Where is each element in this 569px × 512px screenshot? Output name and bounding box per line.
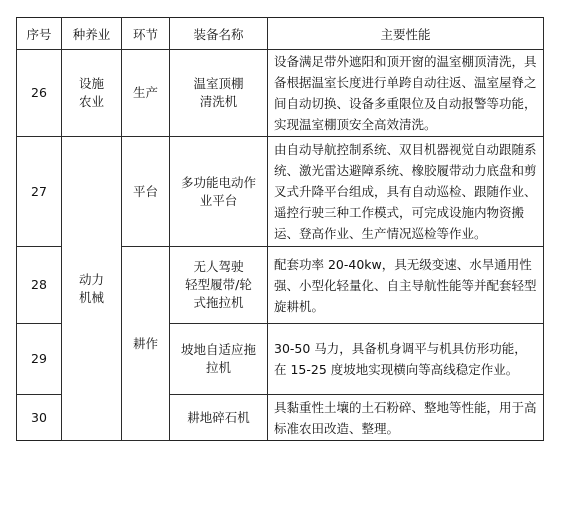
row-seq: 28 — [17, 247, 62, 324]
row-seq: 29 — [17, 324, 62, 395]
row-industry: 设施 农业 — [62, 50, 122, 137]
row-performance: 配套功率 20-40kw，具无级变速、水旱通用性强、小型化轻量化、自主导航性能等并配套轻型旋耕机。 — [268, 247, 544, 324]
row-stage: 耕作 — [122, 247, 170, 441]
header-stage: 环节 — [122, 18, 170, 50]
equipment-table — [16, 17, 544, 441]
table-row — [17, 137, 544, 247]
header-equipment: 装备名称 — [170, 18, 268, 50]
row-equipment: 耕地碎石机 — [170, 395, 268, 441]
row-seq: 30 — [17, 395, 62, 441]
row-performance: 由自动导航控制系统、双目机器视觉自动跟随系统、激光雷达避障系统、橡胶履带动力底盘和剪叉式升降平台组成，具有自动巡检、跟随作业、遥控行驶三种工作模式，可完成设施内物资搬运、登高作业、生产情况巡检等作业。 — [268, 137, 544, 247]
row-equipment: 温室顶棚 清洗机 — [170, 50, 268, 137]
row-stage: 生产 — [122, 50, 170, 137]
row-equipment: 坡地自适应拖 拉机 — [170, 324, 268, 395]
row-seq: 26 — [17, 50, 62, 137]
row-stage: 平台 — [122, 137, 170, 247]
table-header-row — [17, 18, 544, 50]
row-performance: 设备满足带外遮阳和顶开窗的温室棚顶清洗，具备根据温室长度进行单跨自动往返、温室屋脊之间自动切换、设备多重限位及自动报警等功能，实现温室棚顶安全高效清洗。 — [268, 50, 544, 137]
row-performance: 30-50 马力，具备机身调平与机具仿形功能，在 15-25 度坡地实现横向等高线稳定作业。 — [268, 324, 544, 395]
row-performance: 具黏重性土壤的土石粉碎、整地等性能，用于高标准农田改造、整理。 — [268, 395, 544, 441]
header-seq: 序号 — [17, 18, 62, 50]
header-industry: 种养业 — [62, 18, 122, 50]
header-performance: 主要性能 — [268, 18, 544, 50]
row-equipment: 多功能电动作 业平台 — [170, 137, 268, 247]
table-row — [17, 50, 544, 137]
row-seq: 27 — [17, 137, 62, 247]
row-equipment: 无人驾驶 轻型履带/轮 式拖拉机 — [170, 247, 268, 324]
row-industry: 动力 机械 — [62, 137, 122, 441]
